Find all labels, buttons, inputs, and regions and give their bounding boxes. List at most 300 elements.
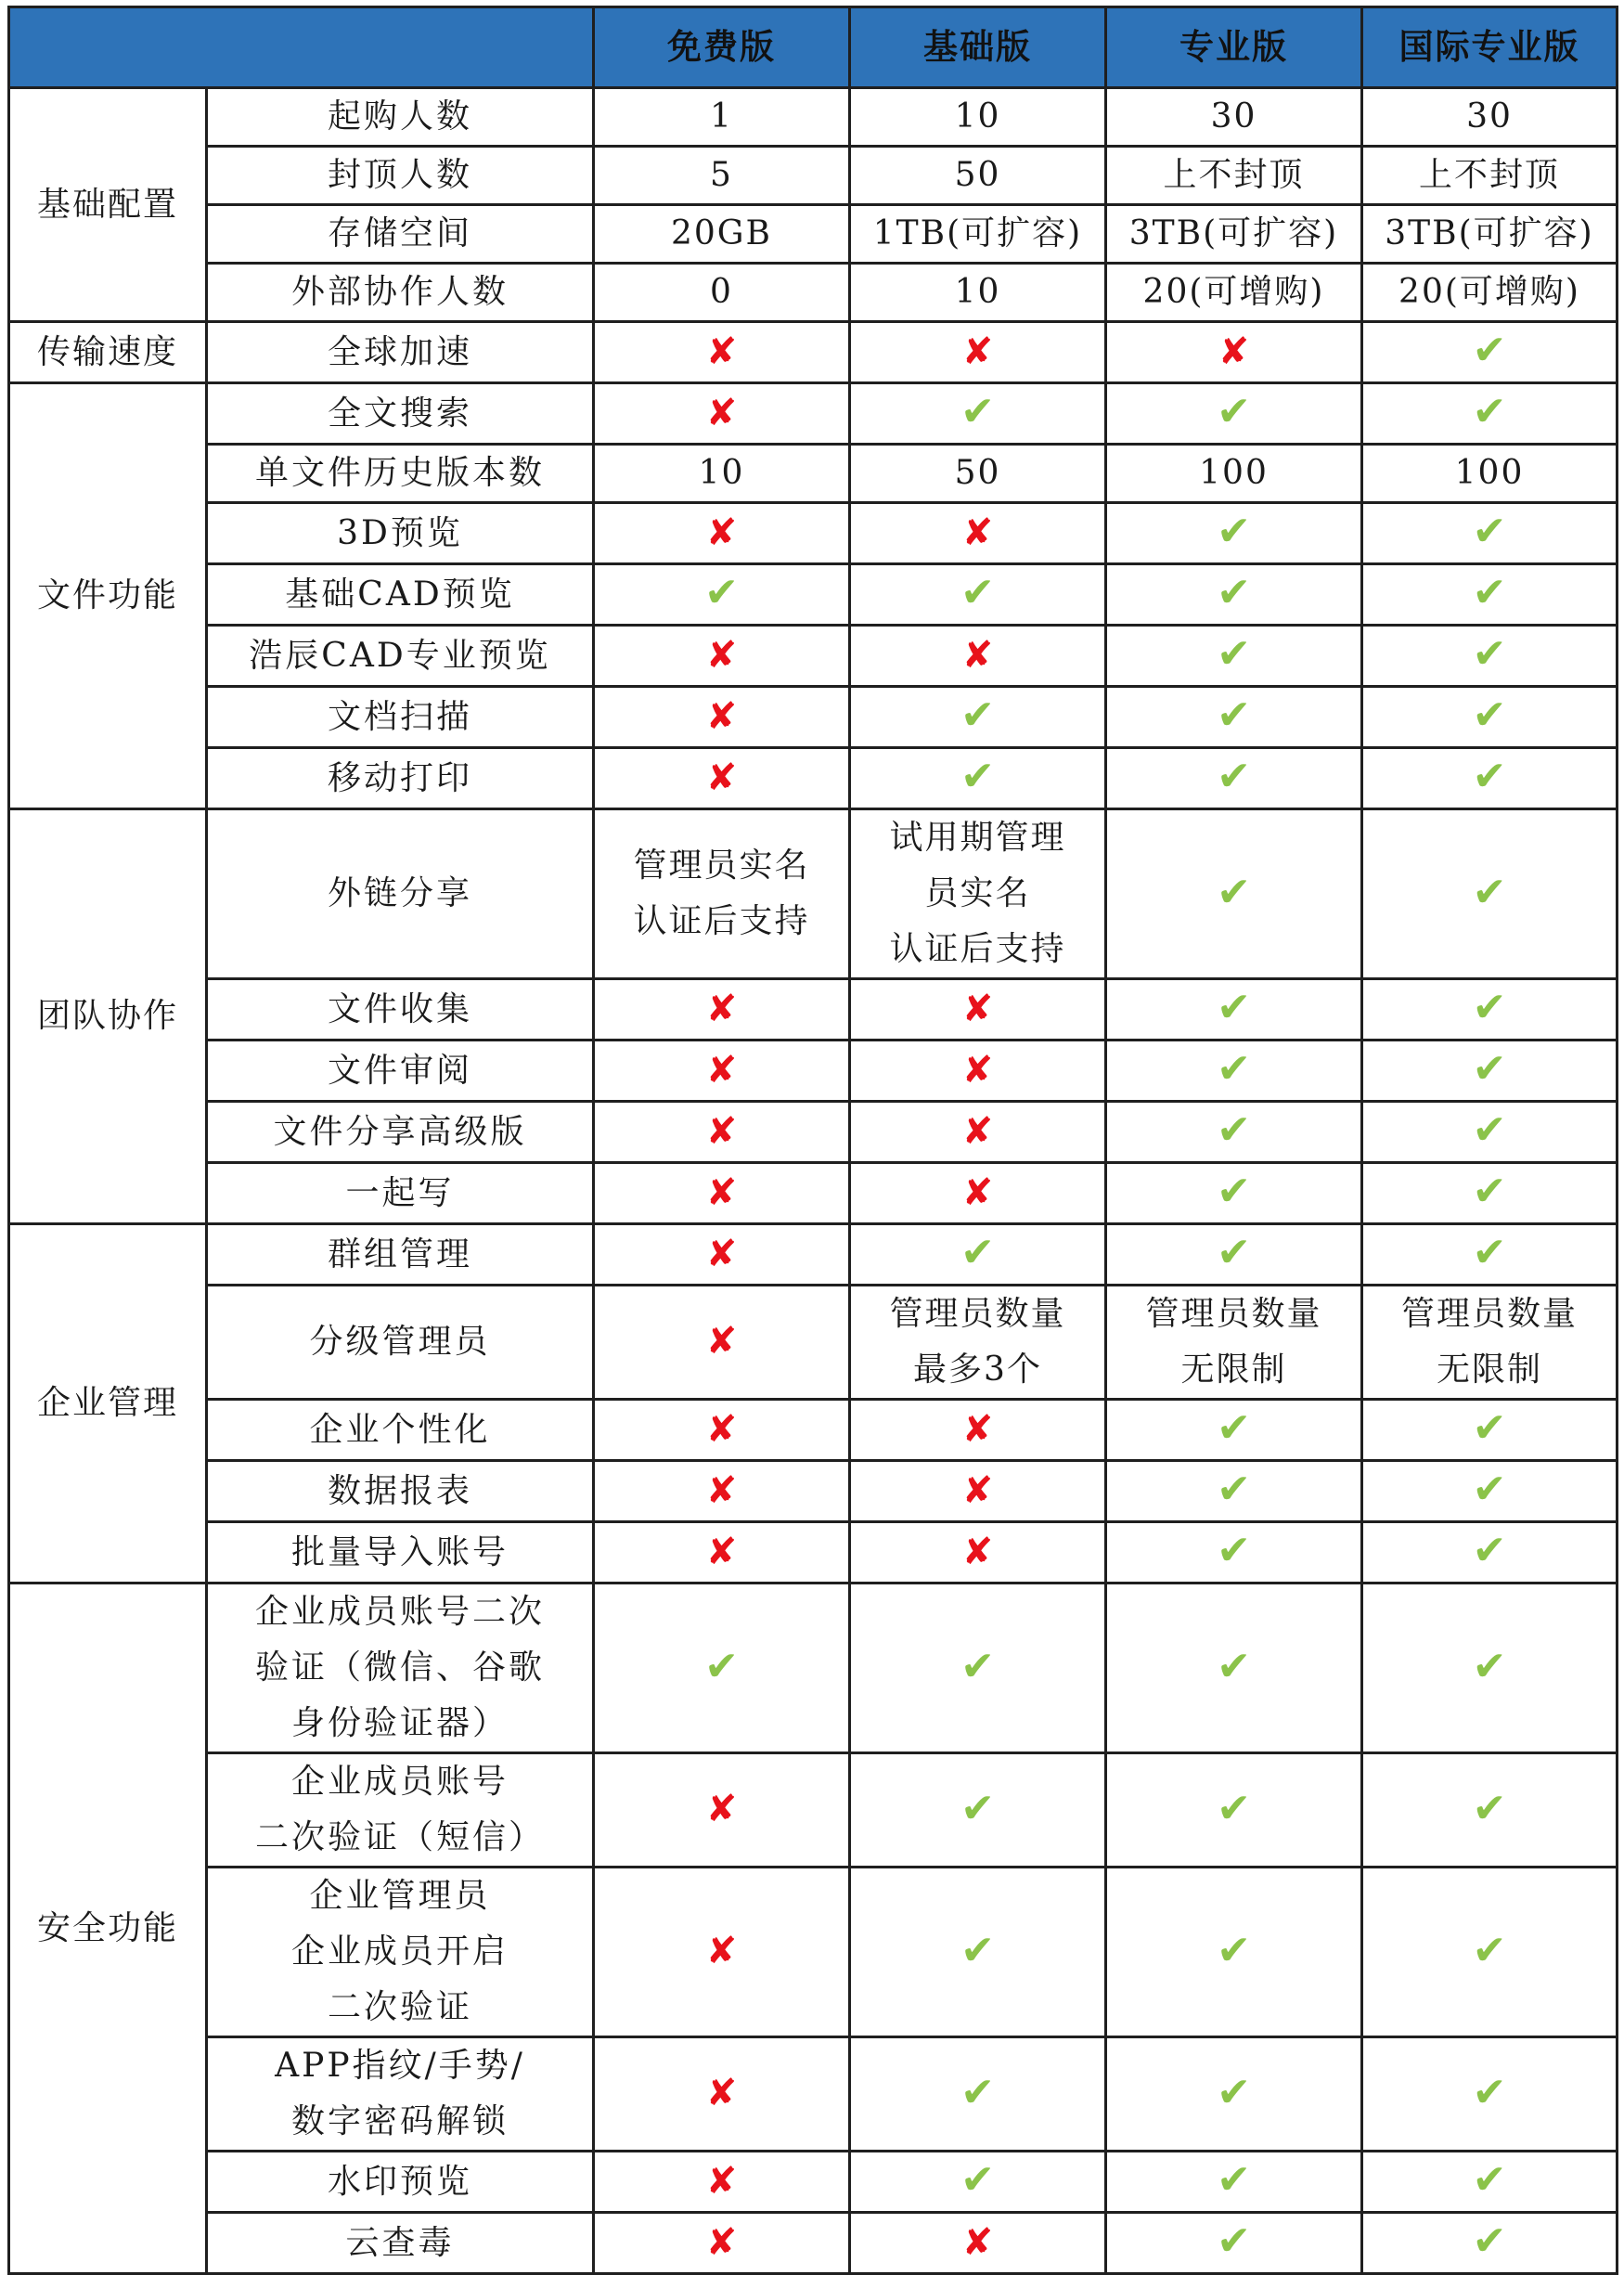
feature-name-line: 移动打印: [327, 758, 472, 797]
feature-name-line: 企业管理员: [309, 1877, 491, 1915]
plan-cell-basic: [850, 1461, 1106, 1522]
plan-cell-basic: [850, 88, 1106, 147]
feature-name: [207, 88, 594, 147]
check-icon: ✔: [1472, 1926, 1507, 1974]
table-body: [9, 88, 1618, 2274]
feature-name-line: 文档扫描: [327, 697, 472, 736]
table-row: [9, 2213, 1618, 2274]
plan-value-line: 1: [710, 97, 733, 136]
cross-icon: ✘: [705, 1530, 738, 1573]
feature-name: [207, 979, 594, 1041]
cross-icon: ✘: [961, 2220, 994, 2264]
plan-cell-free: [594, 564, 850, 626]
check-icon: ✔: [1472, 388, 1507, 435]
plan-cell-basic: [850, 2037, 1106, 2152]
feature-name: [207, 1041, 594, 1102]
table-row: [9, 1163, 1618, 1224]
plan-value-line: 100: [1454, 454, 1525, 492]
check-icon: ✔: [960, 692, 995, 739]
plan-cell-free: [594, 1224, 850, 1286]
plan-value-line: 管理员数量: [889, 1295, 1066, 1333]
plan-cell-pro: [1106, 205, 1362, 264]
check-icon: ✔: [1472, 1106, 1507, 1154]
plan-cell-pro: [1106, 264, 1362, 322]
plan-cell-intl-pro: [1362, 748, 1618, 809]
feature-name: [207, 626, 594, 687]
check-icon: ✔: [1472, 1784, 1507, 1832]
plan-cell-intl-pro: [1362, 88, 1618, 147]
check-icon: ✔: [960, 2068, 995, 2116]
plan-cell-intl-pro: [1362, 147, 1618, 205]
plan-cell-free: [594, 2213, 850, 2274]
plan-cell-pro: [1106, 2213, 1362, 2274]
table-row: [9, 205, 1618, 264]
plan-cell-intl-pro: [1362, 809, 1618, 979]
feature-name: [207, 2152, 594, 2213]
check-icon: ✔: [1217, 1106, 1251, 1154]
table-row: [9, 1583, 1618, 1753]
plan-cell-basic: [850, 264, 1106, 322]
plan-cell-free: [594, 322, 850, 383]
cross-icon: ✘: [705, 1232, 738, 1275]
plan-cell-intl-pro: [1362, 322, 1618, 383]
cross-icon: ✘: [961, 1048, 994, 1092]
check-icon: ✔: [1472, 569, 1507, 616]
plan-value-line: 无限制: [1180, 1351, 1287, 1389]
plan-value-line: 管理员数量: [1400, 1295, 1578, 1333]
plan-cell-basic: [850, 1583, 1106, 1753]
plan-cell-pro: [1106, 88, 1362, 147]
plan-cell-intl-pro: [1362, 1224, 1618, 1286]
group-label: 传输速度: [9, 322, 207, 383]
plan-cell-pro: [1106, 1868, 1362, 2037]
plan-value-line: 30: [1466, 97, 1513, 136]
feature-name-line: 二次验证（短信）: [254, 1818, 545, 1856]
cross-icon: ✘: [961, 330, 994, 373]
plan-cell-free: [594, 1102, 850, 1163]
plan-cell-pro: [1106, 809, 1362, 979]
plan-value-line: 最多3个: [913, 1351, 1042, 1389]
plan-cell-free: [594, 687, 850, 748]
plan-value-line: 20GB: [670, 214, 773, 252]
plan-value-line: 10: [954, 273, 1001, 311]
check-icon: ✔: [960, 1926, 995, 1974]
feature-name: [207, 1522, 594, 1583]
check-icon: ✔: [704, 1642, 739, 1690]
plan-cell-pro: [1106, 1102, 1362, 1163]
group-label: 团队协作: [9, 809, 207, 1224]
cross-icon: ✘: [705, 1788, 738, 1830]
group-label: 企业管理: [9, 1224, 207, 1583]
plan-cell-intl-pro: [1362, 1461, 1618, 1522]
check-icon: ✔: [1217, 1229, 1251, 1276]
table-row: [9, 88, 1618, 147]
plan-cell-intl-pro: [1362, 1522, 1618, 1583]
plan-cell-free: [594, 626, 850, 687]
feature-name-line: 企业成员账号: [290, 1763, 509, 1801]
plan-cell-basic: [850, 205, 1106, 264]
cross-icon: ✘: [705, 511, 738, 554]
cross-icon: ✘: [705, 2159, 738, 2203]
plan-value-line: 试用期管理: [889, 819, 1066, 857]
check-icon: ✔: [1217, 1926, 1251, 1974]
plan-value-line: 上不封顶: [1163, 156, 1305, 194]
check-icon: ✔: [1217, 1168, 1251, 1215]
plan-cell-intl-pro: [1362, 1041, 1618, 1102]
table-row: [9, 1041, 1618, 1102]
plan-cell-intl-pro: [1362, 687, 1618, 748]
table-row: [9, 1753, 1618, 1868]
check-icon: ✔: [1472, 327, 1507, 374]
plan-cell-free: [594, 445, 850, 503]
feature-name-line: 企业个性化: [309, 1410, 491, 1449]
feature-name-line: 数字密码解锁: [290, 2102, 509, 2140]
plan-cell-pro: [1106, 1583, 1362, 1753]
feature-name: [207, 1868, 594, 2037]
cross-icon: ✘: [705, 1048, 738, 1092]
table-row: [9, 264, 1618, 322]
check-icon: ✔: [1217, 2156, 1251, 2204]
cross-icon: ✘: [705, 633, 738, 677]
plan-cell-free: [594, 1461, 850, 1522]
plan-cell-free: [594, 503, 850, 564]
check-icon: ✔: [1472, 1404, 1507, 1452]
cross-icon: ✘: [705, 391, 738, 434]
plan-cell-free: [594, 979, 850, 1041]
plan-cell-basic: [850, 147, 1106, 205]
table-row: [9, 687, 1618, 748]
plan-cell-intl-pro: [1362, 445, 1618, 503]
cross-icon: ✘: [705, 694, 738, 738]
plan-cell-free: [594, 1400, 850, 1461]
feature-name: [207, 383, 594, 445]
plan-cell-basic: [850, 1224, 1106, 1286]
plan-cell-pro: [1106, 1522, 1362, 1583]
check-icon: ✔: [1217, 508, 1251, 555]
cross-icon: ✘: [705, 1320, 738, 1363]
check-icon: ✔: [1217, 2068, 1251, 2116]
plan-cell-basic: [850, 1041, 1106, 1102]
plan-cell-pro: [1106, 1461, 1362, 1522]
feature-name-line: 封顶人数: [327, 156, 472, 194]
check-icon: ✔: [960, 388, 995, 435]
plan-cell-basic: [850, 748, 1106, 809]
check-icon: ✔: [1472, 692, 1507, 739]
plan-cell-intl-pro: [1362, 1400, 1618, 1461]
plan-cell-free: [594, 1286, 850, 1400]
check-icon: ✔: [1217, 1466, 1251, 1513]
feature-name: [207, 503, 594, 564]
plan-value-line: 5: [710, 156, 733, 194]
plan-cell-intl-pro: [1362, 1868, 1618, 2037]
check-icon: ✔: [1472, 1642, 1507, 1690]
check-icon: ✔: [1472, 2156, 1507, 2204]
plan-cell-basic: [850, 2213, 1106, 2274]
feature-name: [207, 1102, 594, 1163]
check-icon: ✔: [1217, 1404, 1251, 1452]
header-corner-cell: [9, 7, 594, 88]
check-icon: ✔: [1217, 984, 1251, 1031]
feature-name-line: 起购人数: [327, 97, 472, 136]
feature-name: [207, 147, 594, 205]
check-icon: ✔: [1217, 388, 1251, 435]
plan-cell-basic: [850, 626, 1106, 687]
plan-cell-intl-pro: [1362, 2213, 1618, 2274]
feature-name-line: 存储空间: [327, 214, 472, 252]
check-icon: ✔: [1472, 1168, 1507, 1215]
feature-name-line: 外部协作人数: [290, 273, 509, 311]
plan-cell-basic: [850, 1522, 1106, 1583]
plan-cell-pro: [1106, 564, 1362, 626]
plan-cell-intl-pro: [1362, 1286, 1618, 1400]
table-row: [9, 626, 1618, 687]
plan-cell-free: [594, 205, 850, 264]
feature-name: [207, 445, 594, 503]
table-row: [9, 445, 1618, 503]
feature-name: [207, 1753, 594, 1868]
plan-cell-intl-pro: [1362, 979, 1618, 1041]
feature-name: [207, 1163, 594, 1224]
table-row: [9, 748, 1618, 809]
plan-cell-pro: [1106, 1041, 1362, 1102]
plan-cell-pro: [1106, 147, 1362, 205]
plan-cell-basic: [850, 1286, 1106, 1400]
plan-value-line: 1TB(可扩容): [872, 214, 1083, 252]
feature-name-line: 云查毒: [345, 2223, 455, 2262]
feature-name: [207, 1400, 594, 1461]
check-icon: ✔: [1472, 753, 1507, 800]
plan-value-line: 认证后支持: [633, 902, 810, 940]
plan-value-line: 50: [954, 454, 1001, 492]
check-icon: ✔: [1472, 630, 1507, 678]
plan-cell-intl-pro: [1362, 2152, 1618, 2213]
plan-cell-basic: [850, 1102, 1106, 1163]
check-icon: ✔: [1472, 1045, 1507, 1092]
plan-value-line: 0: [710, 273, 733, 311]
plan-cell-pro: [1106, 322, 1362, 383]
check-icon: ✔: [1217, 1045, 1251, 1092]
plan-cell-intl-pro: [1362, 564, 1618, 626]
plan-value-line: 3TB(可扩容): [1385, 214, 1594, 252]
cross-icon: ✘: [705, 1468, 738, 1512]
feature-name: [207, 2037, 594, 2152]
feature-name: [207, 809, 594, 979]
feature-name-line: 文件收集: [327, 989, 472, 1028]
table-row: [9, 979, 1618, 1041]
feature-name-line: 水印预览: [327, 2162, 472, 2201]
plan-cell-free: [594, 1753, 850, 1868]
check-icon: ✔: [1217, 692, 1251, 739]
cross-icon: ✘: [961, 1530, 994, 1573]
table-row: [9, 564, 1618, 626]
plan-value-line: 10: [698, 454, 745, 492]
cross-icon: ✘: [961, 1170, 994, 1214]
plan-cell-pro: [1106, 503, 1362, 564]
check-icon: ✔: [1472, 1229, 1507, 1276]
check-icon: ✔: [960, 1642, 995, 1690]
plan-value-line: 3TB(可扩容): [1128, 214, 1339, 252]
plan-cell-free: [594, 2152, 850, 2213]
feature-name-line: 文件分享高级版: [273, 1112, 527, 1151]
plan-cell-pro: [1106, 1400, 1362, 1461]
feature-name: [207, 1286, 594, 1400]
plan-cell-basic: [850, 979, 1106, 1041]
check-icon: ✔: [960, 569, 995, 616]
plan-cell-free: [594, 147, 850, 205]
check-icon: ✔: [960, 753, 995, 800]
plan-cell-basic: [850, 1868, 1106, 2037]
plan-cell-free: [594, 1868, 850, 2037]
plan-cell-basic: [850, 1400, 1106, 1461]
plan-cell-free: [594, 1163, 850, 1224]
plan-value-line: 20(可增购): [1142, 273, 1325, 311]
feature-name: [207, 205, 594, 264]
plan-cell-pro: [1106, 445, 1362, 503]
feature-name: [207, 1461, 594, 1522]
plan-cell-pro: [1106, 383, 1362, 445]
check-icon: ✔: [1472, 868, 1507, 916]
plan-cell-pro: [1106, 2037, 1362, 2152]
plan-cell-basic: [850, 1753, 1106, 1868]
feature-name-line: 基础CAD预览: [285, 575, 515, 614]
feature-name: [207, 687, 594, 748]
table-row: [9, 503, 1618, 564]
feature-name: [207, 564, 594, 626]
cross-icon: ✘: [1218, 330, 1250, 373]
cross-icon: ✘: [705, 1109, 738, 1153]
cross-icon: ✘: [705, 1930, 738, 1972]
plan-cell-free: [594, 1583, 850, 1753]
plan-value-line: 上不封顶: [1418, 156, 1560, 194]
feature-name-line: 全文搜索: [327, 394, 472, 433]
plan-cell-basic: [850, 687, 1106, 748]
cross-icon: ✘: [961, 1109, 994, 1153]
check-icon: ✔: [960, 1784, 995, 1832]
plan-cell-free: [594, 264, 850, 322]
check-icon: ✔: [1472, 1466, 1507, 1513]
cross-icon: ✘: [705, 1407, 738, 1451]
cross-icon: ✘: [705, 2220, 738, 2264]
plan-cell-pro: [1106, 1163, 1362, 1224]
feature-name: [207, 264, 594, 322]
feature-name-line: 企业成员开启: [290, 1932, 509, 1971]
plan-value-line: 100: [1199, 454, 1269, 492]
check-icon: ✔: [1217, 868, 1251, 916]
plan-cell-pro: [1106, 1753, 1362, 1868]
plan-value-line: 50: [954, 156, 1001, 194]
cross-icon: ✘: [705, 2072, 738, 2114]
table-row: [9, 2152, 1618, 2213]
feature-name-line: 单文件历史版本数: [254, 454, 545, 492]
plan-cell-basic: [850, 809, 1106, 979]
plan-cell-pro: [1106, 626, 1362, 687]
header-row: [9, 7, 1618, 88]
group-label: 基础配置: [9, 88, 207, 322]
plan-value-line: 认证后支持: [889, 930, 1066, 968]
plan-cell-basic: [850, 445, 1106, 503]
feature-name-line: 外链分享: [327, 874, 472, 912]
check-icon: ✔: [1472, 508, 1507, 555]
cross-icon: ✘: [705, 987, 738, 1030]
plan-value-line: 管理员实名: [633, 847, 810, 885]
feature-name: [207, 1224, 594, 1286]
plan-value-line: 30: [1210, 97, 1257, 136]
table-row: [9, 1461, 1618, 1522]
feature-name-line: 全球加速: [327, 332, 472, 371]
plan-cell-basic: [850, 1163, 1106, 1224]
plan-value-line: 20(可增购): [1398, 273, 1580, 311]
plan-cell-intl-pro: [1362, 1163, 1618, 1224]
check-icon: ✔: [1217, 630, 1251, 678]
table-row: [9, 1522, 1618, 1583]
feature-name-line: 一起写: [345, 1173, 455, 1212]
check-icon: ✔: [1217, 2217, 1251, 2265]
check-icon: ✔: [704, 569, 739, 616]
feature-name-line: 验证（微信、谷歌: [254, 1648, 545, 1687]
plan-header-pro: 专业版: [1106, 7, 1362, 88]
table-row: [9, 1102, 1618, 1163]
table-row: [9, 383, 1618, 445]
feature-name: [207, 748, 594, 809]
table-row: [9, 1286, 1618, 1400]
plan-cell-free: [594, 809, 850, 979]
feature-name-line: 群组管理: [327, 1234, 472, 1273]
plan-cell-free: [594, 2037, 850, 2152]
cross-icon: ✘: [961, 633, 994, 677]
check-icon: ✔: [960, 2156, 995, 2204]
feature-name-line: 3D预览: [337, 513, 463, 552]
plan-value-line: 管理员数量: [1145, 1295, 1322, 1333]
plan-cell-intl-pro: [1362, 626, 1618, 687]
feature-name-line: 分级管理员: [309, 1323, 491, 1361]
plan-value-line: 员实名: [924, 874, 1031, 912]
plan-cell-intl-pro: [1362, 1102, 1618, 1163]
plan-cell-intl-pro: [1362, 2037, 1618, 2152]
plan-cell-free: [594, 748, 850, 809]
plan-comparison-table: [7, 6, 1618, 2275]
feature-name-line: 企业成员账号二次: [254, 1593, 545, 1631]
plan-cell-intl-pro: [1362, 1753, 1618, 1868]
cross-icon: ✘: [705, 330, 738, 373]
check-icon: ✔: [960, 1229, 995, 1276]
group-label: 文件功能: [9, 383, 207, 809]
plan-cell-free: [594, 88, 850, 147]
plan-cell-basic: [850, 383, 1106, 445]
plan-cell-basic: [850, 322, 1106, 383]
plan-cell-intl-pro: [1362, 1583, 1618, 1753]
table-row: [9, 2037, 1618, 2152]
table-row: [9, 147, 1618, 205]
feature-name-line: 身份验证器）: [290, 1704, 509, 1742]
feature-name: [207, 2213, 594, 2274]
table-row: [9, 809, 1618, 979]
plan-cell-pro: [1106, 979, 1362, 1041]
check-icon: ✔: [1472, 1527, 1507, 1574]
plan-header-free: 免费版: [594, 7, 850, 88]
table-row: [9, 1868, 1618, 2037]
plan-cell-basic: [850, 564, 1106, 626]
plan-header-intl-pro: 国际专业版: [1362, 7, 1618, 88]
plan-cell-intl-pro: [1362, 264, 1618, 322]
feature-name-line: 批量导入账号: [290, 1532, 509, 1571]
plan-cell-intl-pro: [1362, 503, 1618, 564]
plan-value-line: 无限制: [1436, 1351, 1542, 1389]
table-row: [9, 322, 1618, 383]
cross-icon: ✘: [961, 1468, 994, 1512]
check-icon: ✔: [1472, 984, 1507, 1031]
plan-cell-intl-pro: [1362, 205, 1618, 264]
plan-cell-free: [594, 1522, 850, 1583]
